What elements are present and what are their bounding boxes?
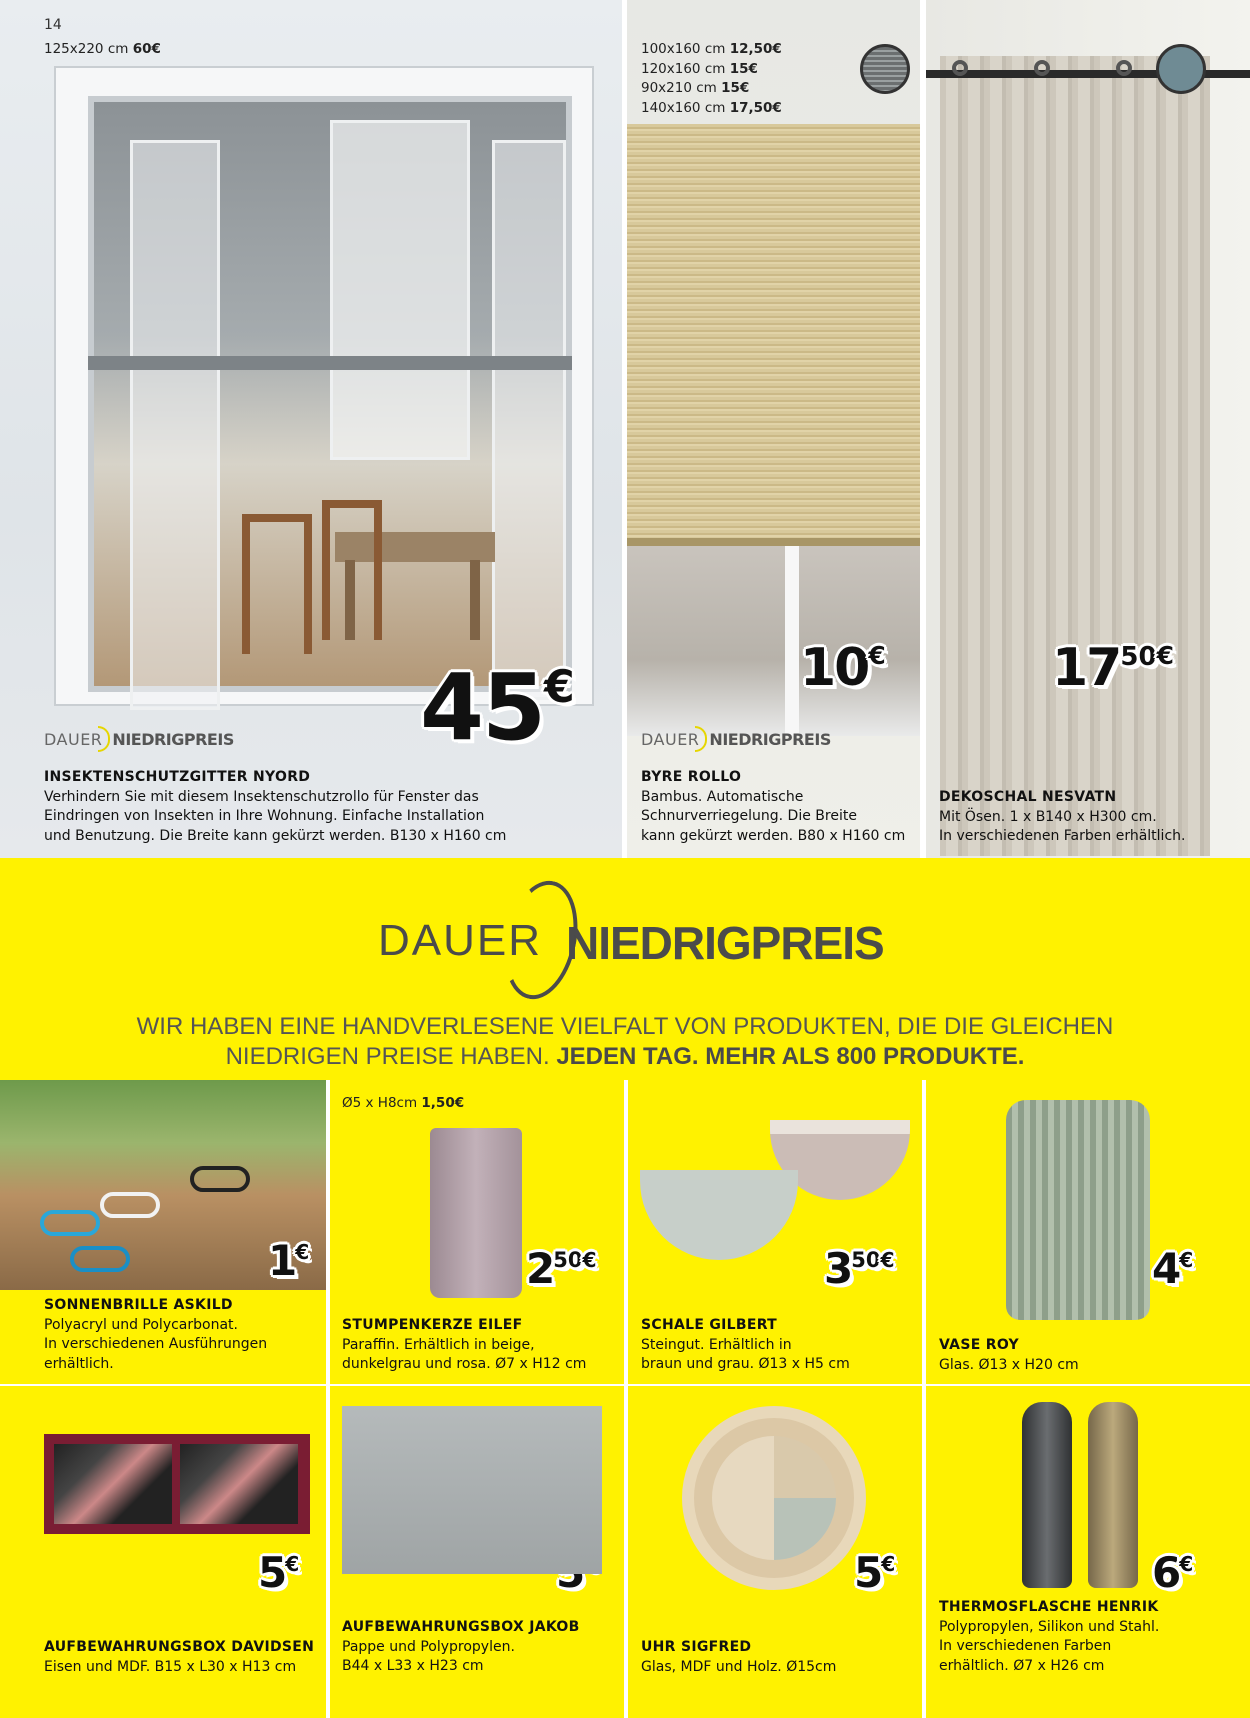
price-currency: € [868,641,886,671]
description-line: In verschiedenen Ausführungen [44,1336,268,1352]
net-description [44,768,604,846]
window-shutter-left [130,140,220,710]
logo-niedrigpreis-text: NIEDRIGPREIS [709,729,831,749]
size-price: 60€ [132,41,161,57]
vase-image [1006,1100,1150,1320]
window-mullion [785,546,799,736]
description-line: Bambus. Automatische [641,788,804,805]
size-label: 90x210 cm [641,80,717,96]
price-currency: € [1179,1552,1194,1577]
tagline-normal: NIEDRIGEN PREISE HABEN. [225,1043,550,1070]
description-line: Glas, MDF und Holz. Ø15cm [641,1658,837,1675]
size-price: 15€ [721,80,750,96]
description-line: kann gekürzt werden. B80 x H160 cm [641,827,906,844]
sunglasses-image [40,1210,100,1236]
page-number: 14 [44,17,62,33]
floral-drawer-image [54,1444,172,1524]
description-line: B44 x L33 x H23 cm [342,1658,484,1674]
size-label: 100x160 cm [641,41,726,57]
color-swatch-icon [860,44,910,94]
product-title: BYRE ROLLO [641,769,742,785]
curtain-image [940,56,1210,856]
price-currency: € [295,1240,310,1265]
net-price [420,654,575,761]
sunglasses-description [44,1296,324,1374]
grommet-icon [1034,60,1050,76]
size-price: 1,50€ [421,1095,465,1111]
roll-price [800,638,886,698]
price-currency: € [1156,641,1174,671]
price-main: 1 [268,1236,296,1285]
logo-dauer-text: DAUER [44,729,103,749]
candle-image [430,1128,522,1298]
price-main: 5 [258,1548,286,1597]
price-currency: € [544,662,575,714]
dauer-niedrigpreis-logo-small [44,726,234,752]
price-currency: € [582,1248,597,1273]
price-main: 4 [1152,1244,1180,1293]
size-label: 120x160 cm [641,60,726,77]
size-label: 125x220 cm [44,41,129,57]
clock-description [641,1638,921,1677]
description-line: Polypropylen, Silikon und Stahl. [939,1618,1160,1635]
size-row [641,99,782,119]
price-main: 3 [824,1244,852,1293]
tagline-line-1: WIR HABEN EINE HANDVERLESENE VIELFALT VON PRODUKTEN, DIE DIE GLEICHEN [136,1013,1114,1040]
bamboo-blind-image [627,124,920,544]
size-row [641,40,782,60]
candle-description [342,1316,622,1375]
candle-size-line [342,1094,464,1114]
description-line: Verhindern Sie mit diesem Insektenschutzrollo für Fenster das [44,788,479,805]
description-line: Steingut. Erhältlich in [641,1336,792,1353]
product-title: AUFBEWAHRUNGSBOX DAVIDSEN [44,1639,315,1655]
bottle-description [939,1598,1249,1676]
price-cents: 50 [1120,642,1157,673]
product-title: DEKOSCHAL NESVATN [939,789,1117,805]
size-price: 12,50€ [729,41,782,57]
description-line: Mit Ösen. 1 x B140 x H300 cm. [939,808,1157,825]
sunglasses-image [100,1192,160,1218]
logo-niedrigpreis-text: NIEDRIGPREIS [566,917,884,969]
vase-price [1152,1244,1194,1293]
top-section [0,0,1250,858]
candle-price [526,1244,597,1293]
thermos-bottle-image [1088,1402,1138,1588]
logo-arc-icon [695,726,707,752]
price-cents: 50 [851,1247,881,1272]
box-jakob-description [342,1618,622,1677]
banner-tagline [0,1012,1250,1072]
price-main: 45 [420,654,545,761]
storage-box-jakob-image [342,1406,602,1574]
product-title: SONNENBRILLE ASKILD [44,1297,233,1313]
roll-size-list [641,40,782,118]
grommet-icon [1116,60,1132,76]
product-title: INSEKTENSCHUTZGITTER NYORD [44,769,311,785]
bowl-description [641,1316,921,1375]
product-title: AUFBEWAHRUNGSBOX JAKOB [342,1619,580,1635]
price-currency: € [285,1552,300,1577]
tagline-bold: JEDEN TAG. MEHR ALS 800 PRODUKTE. [556,1043,1025,1070]
description-line: Schnurverriegelung. Die Breite [641,808,857,824]
size-row [641,60,782,80]
price-currency: € [881,1552,896,1577]
price-main: 10 [800,638,869,698]
blind-bottom-rod [627,538,920,546]
net-rail [88,356,572,370]
dauer-niedrigpreis-logo [376,880,884,1000]
table-leg [470,560,480,640]
description-line: Glas. Ø13 x H20 cm [939,1356,1079,1373]
grommet-icon [952,60,968,76]
description-line: Eisen und MDF. B15 x L30 x H13 cm [44,1658,297,1675]
sunglasses-image [190,1166,250,1192]
vase-description [939,1336,1239,1375]
description-line: Pappe und Polypropylen. [342,1638,515,1655]
curtain-price [1052,638,1174,698]
tagline-line-2 [0,1042,1250,1072]
clock-face-image [712,1436,836,1560]
bowl-price [824,1244,895,1293]
size-label: 140x160 cm [641,99,726,116]
price-main: 6 [1152,1548,1180,1597]
floral-drawer-image [180,1444,298,1524]
box-davidsen-price [258,1548,300,1597]
description-line: erhältlich. [44,1355,114,1372]
box-davidsen-description [44,1638,324,1677]
price-main: 5 [854,1548,882,1597]
description-line: und Benutzung. Die Breite kann gekürzt werden. B130 x H160 cm [44,827,507,844]
color-swatch-icon [1156,44,1206,94]
description-line: In verschiedenen Farben erhältlich. [939,828,1186,844]
roll-description [641,768,916,846]
price-main: 2 [526,1244,554,1293]
description-line: Eindringen von Insekten in Ihre Wohnung. Einfache Installation [44,808,485,824]
price-cents: 50 [553,1247,583,1272]
product-title: UHR SIGFRED [641,1639,752,1655]
chair-image [242,514,312,654]
thermos-bottle-image [1022,1402,1072,1588]
price-currency: € [1179,1248,1194,1273]
description-line: In verschiedenen Farben [939,1638,1112,1654]
size-label: Ø5 x H8cm [342,1095,418,1111]
description-line: erhältlich. Ø7 x H26 cm [939,1657,1105,1674]
description-line: Polyacryl und Polycarbonat. [44,1316,238,1333]
description-line: dunkelgrau und rosa. Ø7 x H12 cm [342,1356,587,1372]
clock-price [854,1548,896,1597]
logo-arc-icon [98,726,110,752]
product-title: THERMOSFLASCHE HENRIK [939,1599,1159,1615]
logo-dauer-text: DAUER [378,916,543,965]
sunglasses-image [70,1246,130,1272]
logo-niedrigpreis-text: NIEDRIGPREIS [112,729,234,749]
description-line: Paraffin. Erhältlich in beige, [342,1336,535,1353]
product-card-sunglasses [0,1080,326,1384]
description-line: braun und grau. Ø13 x H5 cm [641,1356,850,1372]
product-title: SCHALE GILBERT [641,1317,778,1333]
curtain-description [939,788,1239,847]
dauer-niedrigpreis-logo-small [641,726,831,752]
sunglasses-price [268,1236,310,1285]
size-price: 15€ [729,60,758,77]
size-row [641,79,782,99]
product-title: VASE ROY [939,1337,1019,1353]
window-back-pane [330,120,470,460]
chair-image [322,500,382,640]
price-currency: € [880,1248,895,1273]
product-title: STUMPENKERZE EILEF [342,1317,523,1333]
window-shutter-right [492,140,566,700]
price-main: 17 [1052,638,1121,698]
size-price: 17,50€ [729,99,782,116]
logo-dauer-text: DAUER [641,729,700,749]
net-size-line [44,40,161,60]
bottle-price [1152,1548,1194,1597]
